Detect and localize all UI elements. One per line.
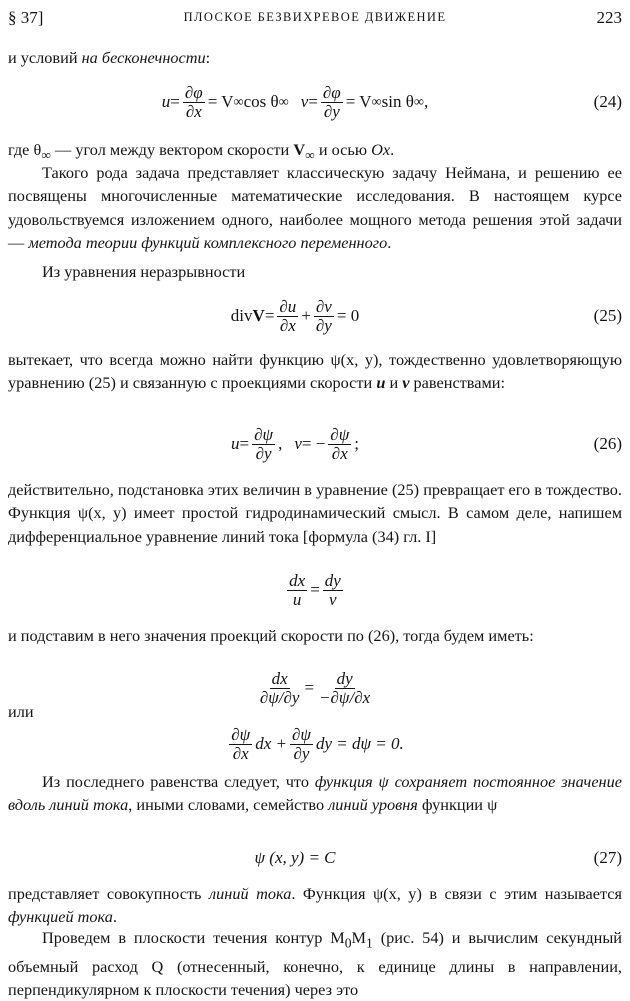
denominator: ∂x <box>185 101 202 121</box>
paragraph-flow-rate <box>8 926 622 1001</box>
text: M <box>351 928 367 947</box>
text: . <box>387 233 392 253</box>
italic-term: линий тока <box>209 884 292 903</box>
subscript: 0 <box>344 935 352 951</box>
paragraph-continuity <box>8 260 622 283</box>
italic-term: функцией тока <box>8 907 113 927</box>
page-number: 223 <box>596 8 622 27</box>
subscript: 1 <box>366 935 373 951</box>
paragraph-stream-function <box>8 348 622 395</box>
equation-number: (26) <box>593 434 622 453</box>
term: dy = dψ = 0. <box>315 734 404 753</box>
text: вытекает, что всегда можно найти функцию ψ(x, y), тождественно удовлетворяющую уравнению (25) и связанную с проекциями скорости <box>8 350 622 393</box>
punct: , <box>423 92 429 111</box>
denominator: ∂y <box>315 315 332 335</box>
numerator: ∂φ <box>322 82 341 102</box>
equation-body <box>8 424 582 464</box>
paragraph-stream-function-name <box>8 882 622 929</box>
subscript: ∞ <box>305 147 315 163</box>
numerator: ∂ψ <box>254 424 274 444</box>
numerator: dx <box>289 570 306 590</box>
term: = V <box>207 92 234 111</box>
op: = <box>310 580 320 599</box>
text: действительно, подстановка этих величин в уравнение (25) превращает его в тождество. Функция ψ(x, y) имеет простой гидродинамический смысл. В самом деле, напишем дифференциальное уравнение линий тока [формула (34) гл. I] <box>8 480 622 546</box>
fraction <box>183 84 205 121</box>
bold-vector: V <box>252 306 265 325</box>
section-number: § 37] <box>8 8 44 27</box>
numerator: dy <box>336 668 353 688</box>
equation-27 <box>8 838 622 878</box>
subscript: ∞ <box>413 93 424 110</box>
term: cos θ <box>243 92 279 111</box>
paragraph-substitute <box>8 624 622 647</box>
fraction <box>323 572 343 609</box>
equation-total-differential <box>8 724 622 764</box>
var: u <box>376 373 386 393</box>
equation-body <box>8 724 622 764</box>
italic-term: линий уровня <box>328 795 418 815</box>
running-title: ПЛОСКОЕ БЕЗВИХРЕВОЕ ДВИЖЕНИЕ <box>183 10 447 24</box>
denominator: ∂ψ/∂y <box>259 687 300 707</box>
axis: Ox <box>371 140 391 159</box>
fraction <box>314 298 334 335</box>
op: + <box>301 306 311 325</box>
denominator: ∂x <box>331 443 348 463</box>
punct: ; <box>354 434 359 453</box>
fraction <box>277 298 298 335</box>
text: функции ψ <box>417 795 498 815</box>
equation-number: (25) <box>593 306 622 325</box>
running-header <box>6 6 624 30</box>
numerator: ∂φ <box>184 82 203 102</box>
subscript: ∞ <box>233 93 244 110</box>
equation-body <box>8 296 582 336</box>
punct: , <box>278 434 283 453</box>
text: Проведем в плоскости течения контур M <box>42 928 345 947</box>
fraction <box>328 426 351 463</box>
denominator: ∂y <box>293 743 310 763</box>
text: . <box>112 907 117 927</box>
numerator: dy <box>324 570 341 590</box>
numerator: dx <box>271 668 288 688</box>
fraction <box>287 572 307 609</box>
numerator: ∂ψ <box>330 424 350 444</box>
fraction <box>252 426 275 463</box>
text: равенствами: <box>409 373 506 393</box>
text: или <box>8 702 34 721</box>
fraction <box>290 726 313 763</box>
equation-26 <box>8 424 622 464</box>
numerator: ∂u <box>279 296 297 316</box>
var: v <box>300 92 309 111</box>
paragraph-hydrodynamic-meaning <box>8 478 622 548</box>
var: v <box>402 373 410 393</box>
op: = <box>308 92 318 111</box>
op: = <box>239 434 250 453</box>
paragraph-neumann <box>8 161 622 255</box>
op: div <box>230 306 253 325</box>
bold-vector: V <box>293 140 306 159</box>
op: = <box>304 678 315 697</box>
text: Такого рода задача представляет классическую задачу Неймана, и решению ее посвящены многочисленные математические исследования. В настоящем курсе удовольствуемся изложением одного, наиболее мощного метода решения этой задачи — <box>8 163 622 253</box>
denominator: v <box>329 589 337 609</box>
term: dx + <box>255 734 287 753</box>
text: Из уравнения неразрывности <box>42 262 246 281</box>
denominator: u <box>292 589 302 609</box>
op: = <box>264 306 275 325</box>
denominator: ∂y <box>323 101 340 121</box>
equation-24 <box>8 82 622 122</box>
text: . Функция ψ(x, y) в связи с этим называется <box>291 884 622 903</box>
text: — угол между вектором скорости <box>50 140 294 159</box>
text: и условий <box>8 48 82 67</box>
var: u <box>161 92 171 111</box>
text: и осью <box>314 140 372 159</box>
var: v <box>294 434 302 453</box>
subscript: ∞ <box>278 93 289 110</box>
text: . <box>390 140 395 159</box>
term: sin θ <box>381 92 414 111</box>
denominator: ∂x <box>279 315 296 335</box>
term: ψ (x, y) = C <box>254 848 336 867</box>
text: и <box>385 373 403 393</box>
paragraph-or <box>8 700 622 723</box>
text: , иными словами, семейство <box>128 795 329 815</box>
italic-term: метода теории функций комплексного переменного <box>28 233 388 253</box>
term: = 0 <box>336 306 360 325</box>
op: = − <box>301 434 326 453</box>
equation-body <box>8 82 582 122</box>
italic-term: на бесконечности <box>81 48 206 67</box>
denominator: ∂x <box>232 743 249 763</box>
equation-number: (27) <box>593 848 622 867</box>
fraction <box>321 84 343 121</box>
equation-25 <box>8 296 622 336</box>
equation-body <box>8 838 582 878</box>
subscript: ∞ <box>41 147 51 163</box>
text: (рис. 54) и вычислим секундный объемный расход Q (отнесенный, конечно, к единице длины в направлении, перпендикулярном к плоскости течения) через это <box>8 928 622 1000</box>
denominator: −∂ψ/∂x <box>319 687 371 707</box>
equation-body <box>8 570 622 610</box>
equation-streamline <box>8 570 622 610</box>
equation-number: (24) <box>593 92 622 111</box>
var: u <box>231 434 240 453</box>
numerator: ∂v <box>315 296 332 316</box>
numerator: ∂ψ <box>291 724 311 744</box>
italic-term: функция ψ сохраняет постоянное значение вдоль линий тока <box>8 772 622 815</box>
numerator: ∂ψ <box>231 724 251 744</box>
text: : <box>205 48 211 67</box>
paragraph-boundary-condition <box>8 46 622 69</box>
op: = <box>170 92 180 111</box>
denominator: ∂y <box>255 443 272 463</box>
subscript: ∞ <box>371 93 382 110</box>
fraction <box>229 726 252 763</box>
text: где θ <box>8 140 42 159</box>
term: = V <box>345 92 372 111</box>
text: представляет совокупность <box>8 884 209 903</box>
text: Из последнего равенства следует, что <box>42 772 315 791</box>
text: и подставим в него значения проекций скорости по (26), тогда будем иметь: <box>8 626 534 645</box>
paragraph-constant-along-streamline <box>8 770 622 817</box>
